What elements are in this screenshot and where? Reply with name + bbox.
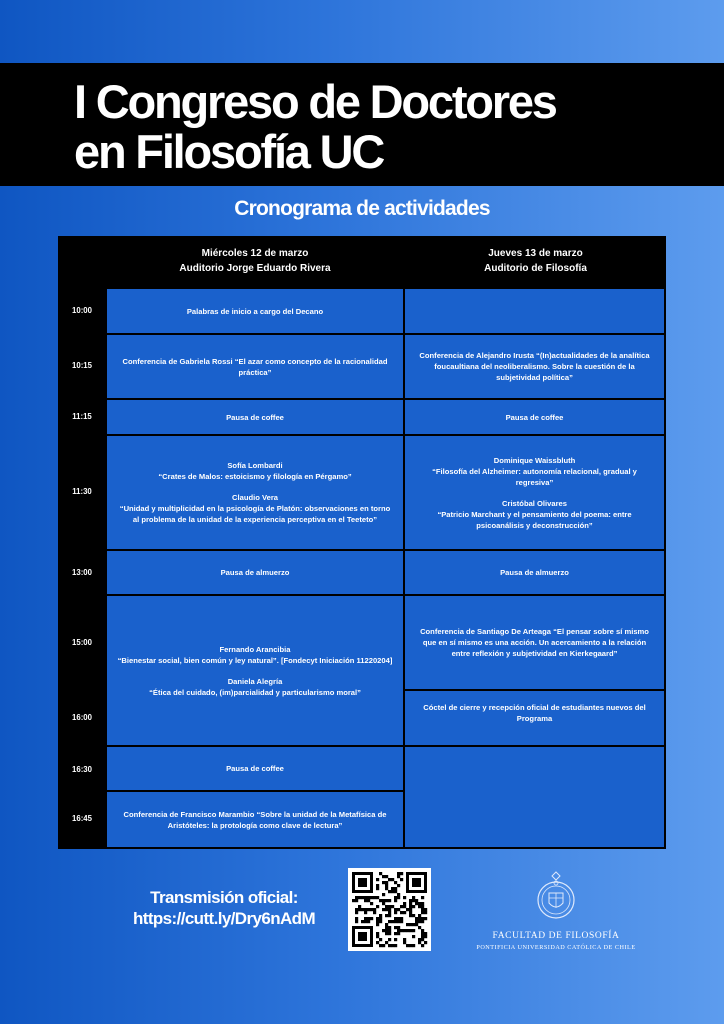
- page-title-line-2: en Filosofía UC: [74, 125, 384, 178]
- day1-venue: Auditorio Jorge Eduardo Rivera: [179, 263, 331, 274]
- faculty-name: FACULTAD DE FILOSOFÍA: [492, 931, 620, 941]
- session-text: Conferencia de Santiago De Arteaga “El pensar sobre sí mismo que en sí mismo es una acción. Un acercamiento a la relación entre reflexión y subjetividad en Kierkegaard”: [420, 627, 649, 658]
- talk-title: “Bienestar social, bien común y ley natural”. [Fondecyt Iniciación 11220204]: [117, 655, 393, 665]
- university-name: PONTIFICIA UNIVERSIDAD CATÓLICA DE CHILE: [476, 944, 636, 951]
- stream-label: Transmisión oficial:: [150, 888, 298, 907]
- time-label: 16:45: [72, 814, 92, 823]
- talk-title: “Filosofía del Alzheimer: autonomía relacional, gradual y regresiva”: [432, 466, 637, 487]
- page-title-line-1: I Congreso de Doctores: [74, 75, 556, 128]
- talk-title: “Ética del cuidado, (im)parcialidad y particularismo moral”: [149, 687, 361, 697]
- session-text: Palabras de inicio a cargo del Decano: [186, 306, 324, 316]
- speaker-name: Daniela Alegría: [227, 676, 283, 686]
- stream-info: [124, 887, 324, 929]
- day1-session-afternoon: [107, 596, 403, 745]
- day1-session-opening: [107, 289, 403, 333]
- day2-session-conference-afternoon: [405, 596, 664, 689]
- time-label: 10:15: [72, 361, 92, 370]
- time-label: 11:30: [72, 487, 92, 496]
- speaker-name: Claudio Vera: [232, 493, 278, 502]
- day2-lunch-break: [405, 551, 664, 594]
- speaker-name: Fernando Arancibia: [219, 644, 291, 654]
- day2-closing-cocktail: [405, 691, 664, 745]
- session-text: Pausa de coffee: [505, 412, 564, 422]
- day1-coffee-break-2: [107, 747, 403, 790]
- speaker-name: Sofía Lombardi: [227, 461, 283, 470]
- day1-session-closing-conference: [107, 792, 403, 847]
- day1-session-conference: [107, 335, 403, 398]
- stream-link[interactable]: https://cutt.ly/Dry6nAdM: [132, 909, 316, 928]
- title-banner: [0, 63, 724, 186]
- speaker-name: Cristóbal Olivares: [502, 498, 567, 508]
- university-crest-icon: [536, 870, 576, 924]
- schedule-subtitle: Cronograma de actividades: [234, 197, 490, 220]
- day2-empty-slot-evening: [405, 747, 664, 847]
- time-label: 13:00: [72, 568, 92, 577]
- session-text: Pausa de almuerzo: [220, 568, 290, 577]
- day2-empty-slot: [405, 289, 664, 333]
- time-label: 16:00: [72, 713, 92, 722]
- day2-session-talks: [405, 436, 664, 549]
- session-text: Cóctel de cierre y recepción oficial de estudiantes nuevos del Programa: [423, 703, 646, 723]
- speaker-name: Dominique Waissbluth: [493, 455, 576, 465]
- day1-lunch-break: [107, 551, 403, 594]
- time-label: 15:00: [72, 638, 92, 647]
- day2-header: [405, 236, 666, 286]
- day2-venue: Auditorio de Filosofía: [484, 263, 587, 274]
- schedule-table: [58, 236, 666, 849]
- session-text: Pausa de coffee: [226, 764, 284, 773]
- day2-session-conference: [405, 335, 664, 398]
- day1-date: Miércoles 12 de marzo: [201, 248, 309, 259]
- session-text: Pausa de almuerzo: [500, 568, 569, 577]
- day2-date: Jueves 13 de marzo: [488, 248, 583, 259]
- talk-title: “Patricio Marchant y el pensamiento del poema: entre psicoanálisis y deconstrucción”: [437, 509, 632, 530]
- session-text: Conferencia de Francisco Marambio “Sobre la unidad de la Metafísica de Aristóteles: la protología como clave de lectura”: [123, 809, 387, 830]
- session-text: Conferencia de Gabriela Rossi “El azar como concepto de la racionalidad práctica”: [122, 356, 388, 377]
- time-label: 10:00: [72, 306, 92, 315]
- talk-title: “Unidad y multiplicidad en la psicología de Platón: observaciones en torno al problema de la unidad de la experiencia perceptiva en el Teeteto”: [119, 504, 391, 524]
- day2-coffee-break: [405, 400, 664, 434]
- faculty-logo: [456, 870, 656, 950]
- session-text: Conferencia de Alejandro Irusta “(In)actualidades de la analítica foucaultiana del neoliberalismo. Sobre la cuestión de la subjetividad política”: [419, 351, 650, 382]
- day1-session-talks: [107, 436, 403, 549]
- day1-coffee-break: [107, 400, 403, 434]
- session-text: Pausa de coffee: [226, 412, 284, 422]
- qr-code-icon[interactable]: [348, 868, 431, 951]
- time-label: 16:30: [72, 765, 92, 774]
- qr-code-graphic: [348, 868, 431, 951]
- talk-title: “Crates de Malos: estoicismo y filología en Pérgamo”: [158, 472, 352, 481]
- time-label: 11:15: [72, 412, 92, 421]
- day1-header: [106, 236, 404, 286]
